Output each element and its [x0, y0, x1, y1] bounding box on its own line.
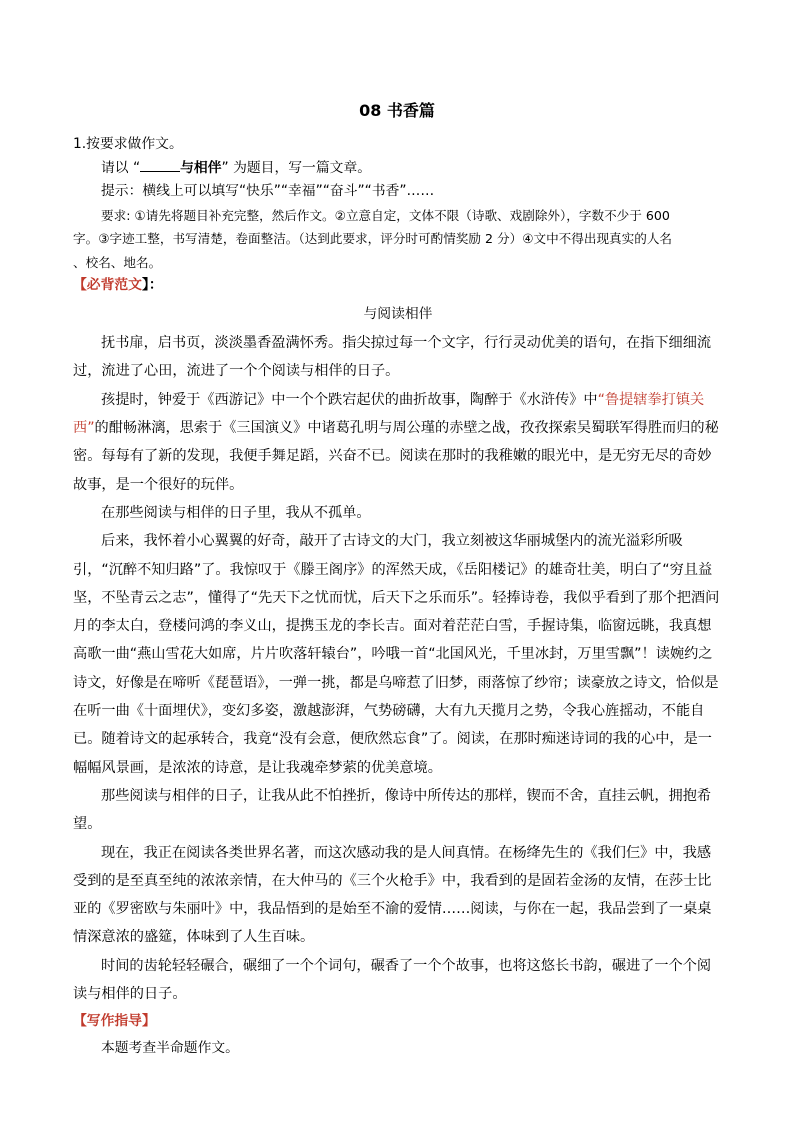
question-number: 1.按要求做作文。: [73, 136, 183, 152]
document-body: [73, 133, 723, 1062]
hint-line: 提示：横线上可以填写“快乐”“幸福”“奋斗”“书香”……: [101, 183, 435, 200]
essay-paragraph-4: 后来，我怀着小心翼翼的好奇，敲开了古诗文的大门，我立刻被这华丽城堡内的流光溢彩所吸引，“沉醉不知归路”了。我惊叹于《滕王阁序》的浑然天成，《岳阳楼记》的雄奇壮美，明白了“穷且益坚，不坠青云之志”，懂得了“先天下之忧而忧，后天下之乐而乐”。轻捧诗卷，我似乎看到了那个把酒问月的李太白，登楼问鸿的李义山，提携玉龙的李长吉。面对着茫茫白雪，手握诗集，临窗远眺，我真想高歌一曲“燕山雪花大如席，片片吹落轩辕台”，吟哦一首“北国风光，千里冰封，万里雪飘”！读婉约之诗文，好像是在啼听《琵琶语》，一弹一挑，都是乌啼惹了旧梦，雨落惊了纱帘；读豪放之诗文，恰似是在听一曲《十面埋伏》，变幻多姿，激越澎湃，气势磅礴，大有九天揽月之势，令我心旌摇动，不能自已。随着诗文的起承转合，我竟“没有会意，便欣然忘食”了。阅读，在那时痴迷诗词的我的心中，是一幅幅风景画，是浓浓的诗意，是让我魂牵梦萦的优美意境。: [73, 533, 720, 776]
essay-paragraph-2: 孩提时，钟爱于《西游记》中一个个跌宕起伏的曲折故事，陶醉于《水浒传》中“鲁提辖拳打镇关西”的酣畅淋漓，思索于《三国演义》中诸葛孔明与周公瑾的赤壁之战，孜孜探索吴蜀联军得胜而归的秘密。每每有了新的发现，我便手舞足蹈，兴奋不已。阅读在那时的我稚嫩的眼光中，是无穷无尽的奇妙故事，是一个很好的玩伴。: [73, 391, 719, 493]
writing-guide-text: 本题考查半命题作文。: [101, 1039, 239, 1056]
prompt-topic: 与相伴: [180, 159, 222, 176]
requirements-line-3: 、校名、地名。: [73, 254, 162, 270]
writing-guide-heading-label: 写作指导: [86, 1013, 142, 1030]
writing-guide-heading: 【写作指导】: [73, 1013, 156, 1030]
title-blank: [140, 158, 180, 172]
essay-paragraph-7: 时间的齿轮轻轻碾合，碾细了一个个词句，碾香了一个个故事，也将这悠长书韵，碾进了一个个阅读与相伴的日子。: [73, 957, 712, 1003]
requirements-line-1: 要求: ①请先将题目补充完整，然后作文。②立意自定，文体不限（诗歌、戏剧除外），字数不少于 600: [101, 207, 670, 223]
prompt-post: ” 为题目，写一篇文章。: [221, 159, 372, 176]
essay-title: 与阅读相伴: [363, 305, 433, 322]
page-title: 08 书香篇: [359, 101, 435, 120]
essay-paragraph-3: 在那些阅读与相伴的日子里，我从不孤单。: [101, 504, 371, 521]
essay-paragraph-5: 那些阅读与相伴的日子，让我从此不怕挫折，像诗中所传达的那样，锲而不舍，直挂云帆，拥抱希望。: [73, 787, 712, 833]
highlighted-quote: “鲁提辖拳打镇关西”: [73, 391, 705, 437]
essay-paragraph-1: 抚书扉，启书页，淡淡墨香盈满怀秀。指尖掠过每一个文字，行行灵动优美的语句，在指下细细流过，流进了心田，流进了一个个阅读与相伴的日子。: [73, 335, 712, 380]
model-essay-heading: 【必背范文】：: [73, 277, 163, 293]
prompt-line: [73, 157, 723, 181]
prompt-pre: 请以 “: [101, 159, 141, 176]
essay-paragraph-6: 现在，我正在阅读各类世界名著，而这次感动我的是人间真情。在杨绛先生的《我们仨》中，我感受到的是至真至纯的浓浓亲情，在大仲马的《三个火枪手》中，我看到的是固若金汤的友情，在莎士比亚的《罗密欧与朱丽叶》中，我品悟到的是始至不渝的爱情……阅读，与你在一起，我品尝到了一桌桌情深意浓的盛筵，体味到了人生百味。: [73, 844, 712, 946]
model-essay-heading-label: 必背范文: [86, 277, 142, 293]
requirements-line-2: 字。③字迹工整，书写清楚，卷面整洁。（达到此要求，评分时可酌情奖励 2 分）④文中不得出现真实的人名: [73, 231, 673, 247]
essay-body: [73, 329, 723, 1008]
